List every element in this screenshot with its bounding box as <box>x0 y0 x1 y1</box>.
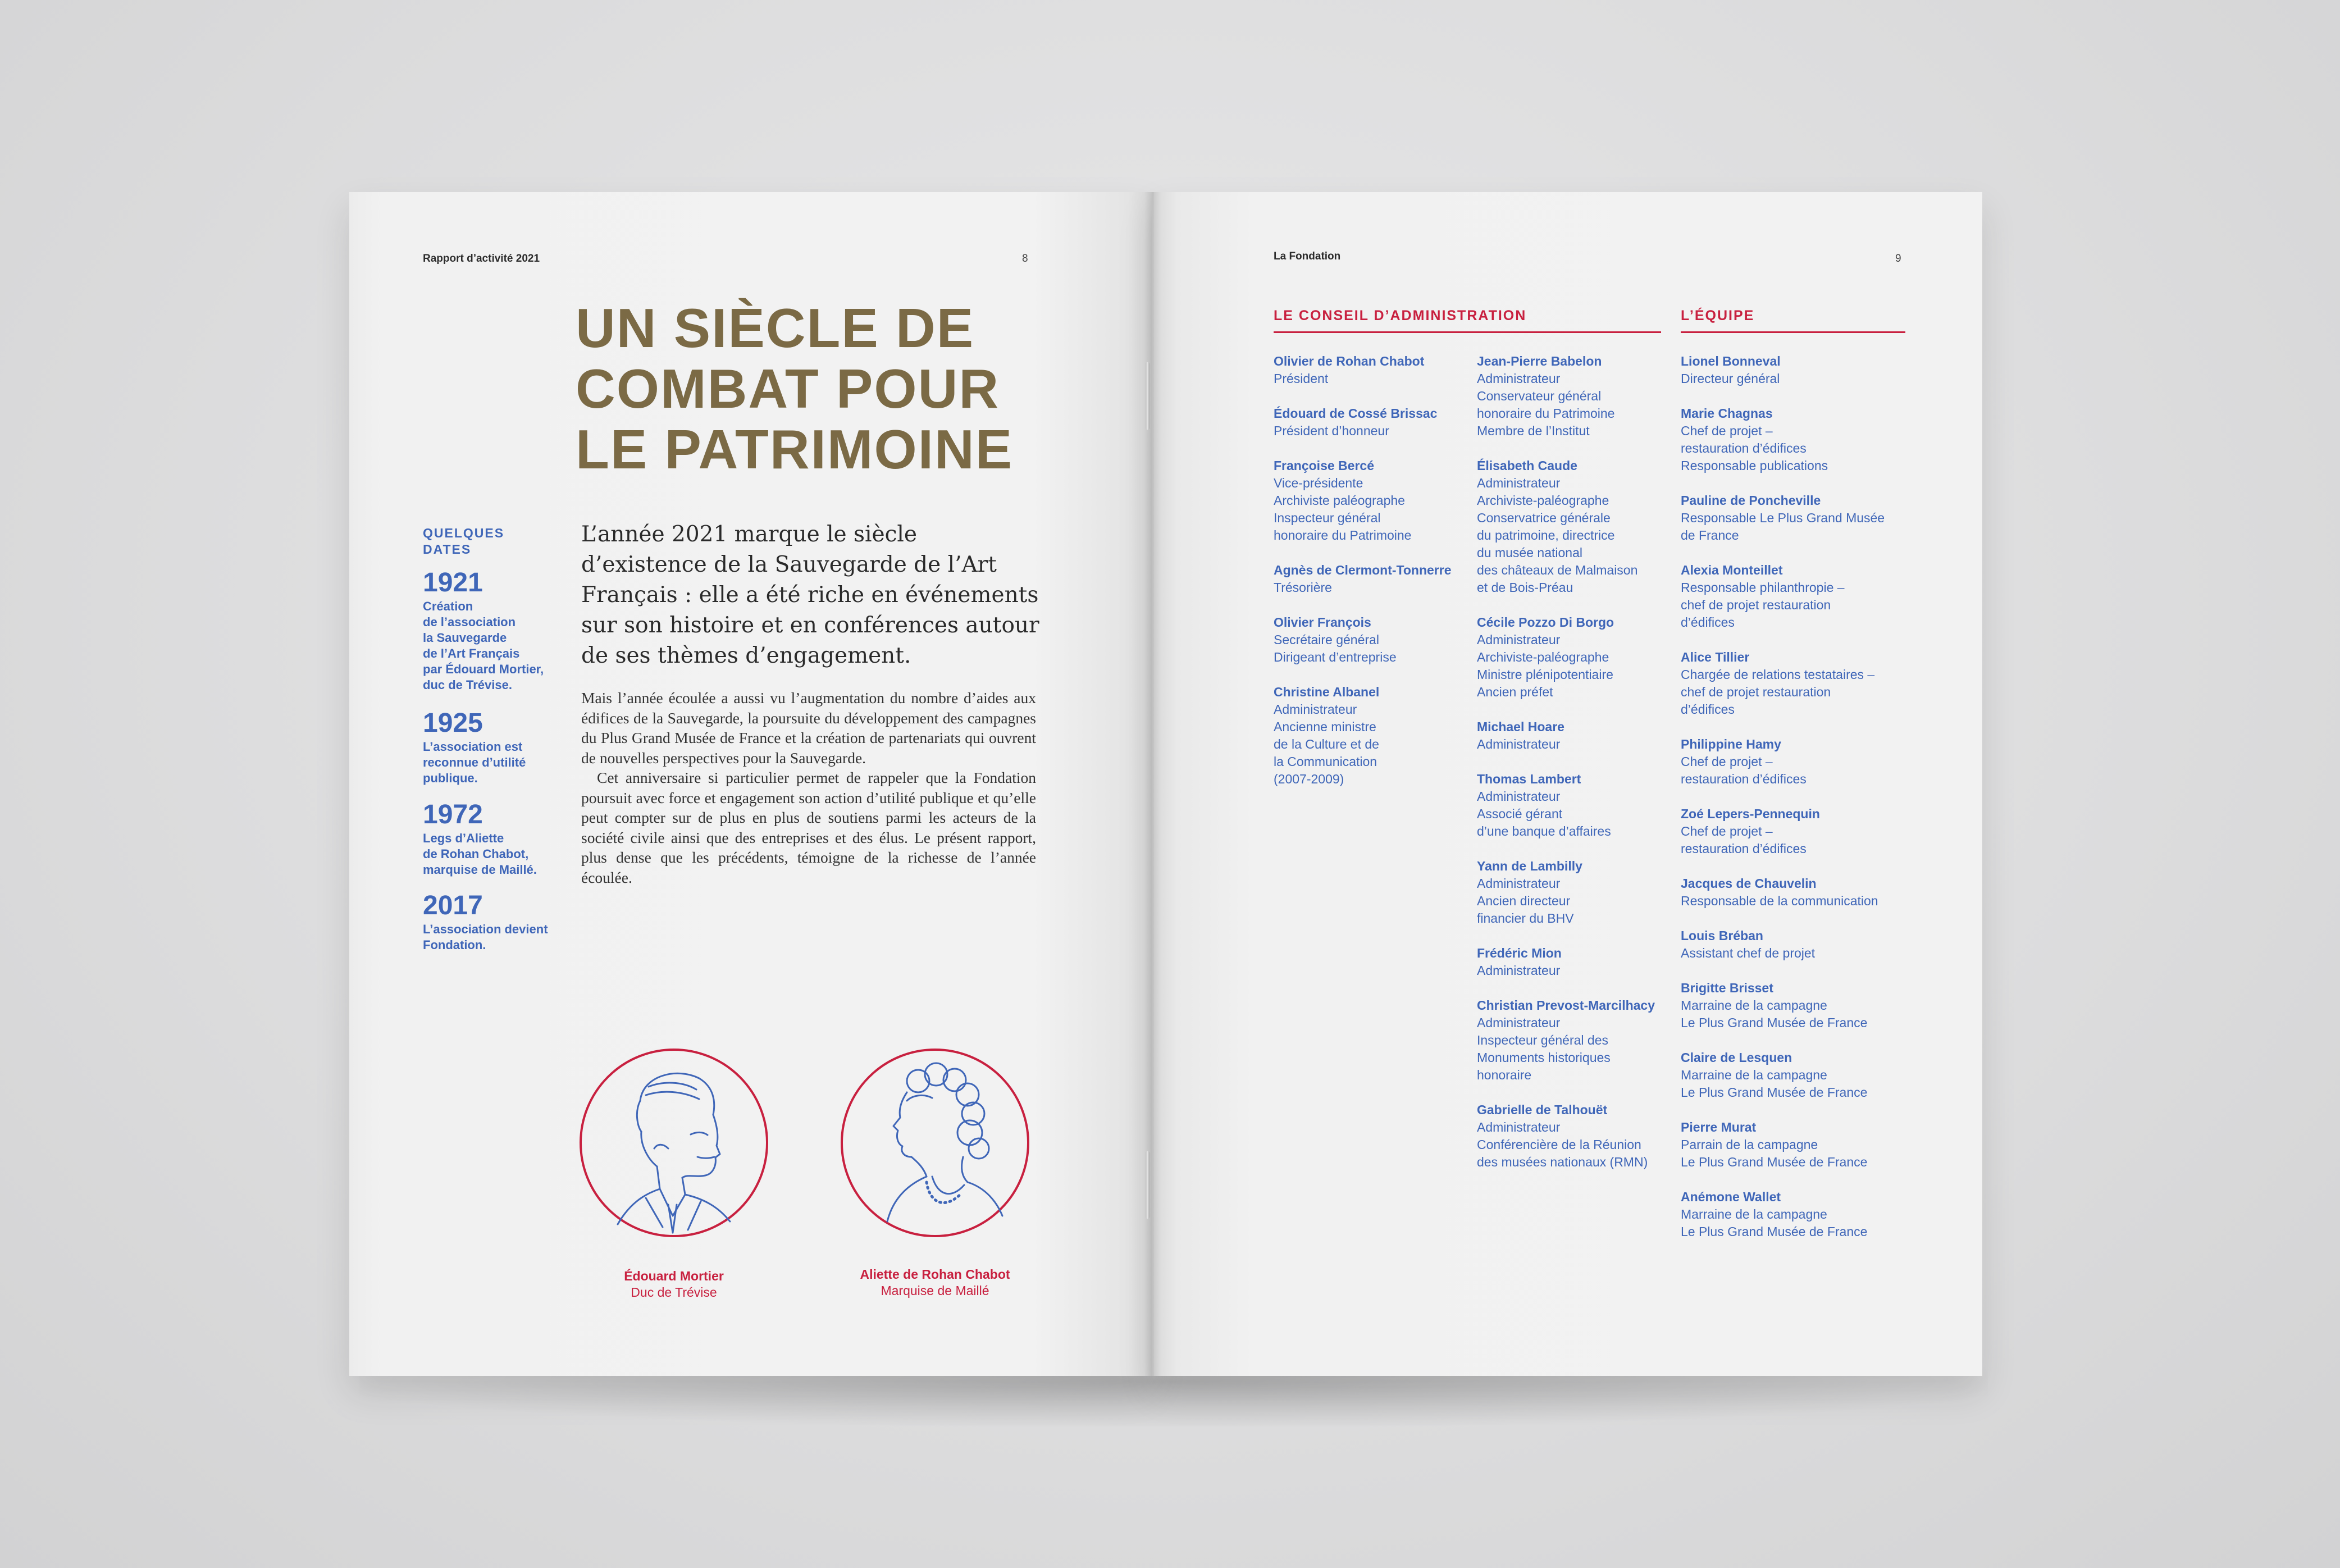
page-title <box>576 298 1081 480</box>
board-member: Cécile Pozzo Di Borgo Administrateur Archiviste-paléographe Ministre plénipotentiaire Ancien préfet <box>1477 615 1614 699</box>
portrait-caption <box>840 1266 1030 1299</box>
board-section-title: LE CONSEIL D’ADMINISTRATION <box>1274 308 1527 323</box>
team-member: Jacques de Chauvelin Responsable de la communication <box>1681 876 1878 908</box>
board-member: Olivier François Secrétaire général Dirigeant d’entreprise <box>1274 615 1397 664</box>
date-year: 1972 <box>423 800 483 829</box>
team-member: Philippine Hamy Chef de projet – restauration d’édifices <box>1681 737 1807 786</box>
staple-bottom <box>1146 1151 1150 1219</box>
team-member: Claire de Lesquen Marraine de la campagne Le Plus Grand Musée de France <box>1681 1050 1868 1100</box>
date-year: 1925 <box>423 708 483 738</box>
portrait-title: Marquise de Maillé <box>881 1283 989 1298</box>
body-text <box>581 688 1036 887</box>
title-line: UN SIÈCLE DE <box>576 297 975 359</box>
team-column <box>1681 353 1905 1258</box>
board-member: Gabrielle de Talhouët Administrateur Conférencière de la Réunion des musées nationaux (RMN) <box>1477 1102 1648 1169</box>
portrait-name: Édouard Mortier <box>624 1269 724 1283</box>
portrait-aliette-de-rohan-chabot-icon <box>840 1047 1030 1238</box>
body-paragraph: Cet anniversaire si particulier permet de rappeler que la Fondation poursuit avec force et engagement son action d’utilité publique et qu’elle peut compter sur de plus en plus de soutiens parmi les acteurs de la société civile ainsi que des entreprises et des élus. Le présent rapport, plus dense que les précédents, témoigne de la richesse de l’année écoulée. <box>581 769 1036 886</box>
body-paragraph: Mais l’année écoulée a aussi vu l’augmentation du nombre d’aides aux édifices de la Sauvegarde, la poursuite du développement des campagnes du Plus Grand Musée de France et la création de partenariats qui ouvrent de nouvelles perspectives pour la Sauvegarde. <box>581 689 1036 767</box>
team-member: Pierre Murat Parrain de la campagne Le Plus Grand Musée de France <box>1681 1120 1868 1169</box>
portrait-title: Duc de Trévise <box>631 1285 717 1300</box>
date-entry <box>423 708 558 786</box>
team-member: Brigitte Brisset Marraine de la campagne Le Plus Grand Musée de France <box>1681 981 1868 1030</box>
date-year: 1921 <box>423 568 483 598</box>
board-member: Christian Prevost-Marcilhacy Administrateur Inspecteur général des Monuments historiques honoraire <box>1477 998 1655 1082</box>
date-entry <box>423 567 558 693</box>
date-text: L’association devient Fondation. <box>423 922 548 952</box>
board-member: Michael Hoare Administrateur <box>1477 719 1564 751</box>
staple-top <box>1146 362 1150 430</box>
portrait-edouard-mortier-icon <box>578 1047 769 1238</box>
title-line: LE PATRIMOINE <box>576 418 1014 480</box>
running-head-right: La Fondation <box>1274 250 1341 262</box>
team-member: Alexia Monteillet Responsable philanthropie – chef de projet restauration d’édifices <box>1681 563 1845 630</box>
team-member: Anémone Wallet Marraine de la campagne Le Plus Grand Musée de France <box>1681 1189 1868 1239</box>
board-column-1 <box>1274 353 1470 805</box>
date-entry <box>423 890 558 953</box>
board-member: Édouard de Cossé Brissac Président d’honneur <box>1274 406 1438 438</box>
board-divider <box>1274 331 1661 333</box>
board-member: Frédéric Mion Administrateur <box>1477 946 1562 978</box>
board-member: Yann de Lambilly Administrateur Ancien directeur financier du BHV <box>1477 859 1582 926</box>
board-member: Françoise Bercé Vice-présidente Archiviste paléographe Inspecteur général honoraire du Patrimoine <box>1274 458 1412 543</box>
board-member: Jean-Pierre Babelon Administrateur Conservateur général honoraire du Patrimoine Membre de l’Institut <box>1477 354 1615 438</box>
dates-label: QUELQUES DATES <box>423 526 505 557</box>
date-text: Legs d’Aliette de Rohan Chabot, marquise de Maillé. <box>423 831 537 877</box>
team-member: Marie Chagnas Chef de projet – restauration d’édifices Responsable publications <box>1681 406 1828 473</box>
team-member: Lionel Bonneval Directeur général <box>1681 354 1781 386</box>
title-line: COMBAT POUR <box>576 358 1000 420</box>
date-text: Création de l’association la Sauvegarde de l’Art Français par Édouard Mortier, duc de Trévise. <box>423 599 544 692</box>
lead-paragraph: L’année 2021 marque le siècle d’existence de la Sauvegarde de l’Art Français : elle a été riche en événements sur son histoire et en conférences autour de ses thèmes d’engagement. <box>581 522 1039 668</box>
portrait-caption <box>578 1268 769 1301</box>
board-member: Thomas Lambert Administrateur Associé gérant d’une banque d’affaires <box>1477 772 1611 838</box>
page-number-right: 9 <box>1895 253 1901 265</box>
date-entry <box>423 799 558 878</box>
page-number-left: 8 <box>1022 253 1028 265</box>
team-member: Zoé Lepers-Pennequin Chef de projet – restauration d’édifices <box>1681 806 1820 856</box>
portrait-name: Aliette de Rohan Chabot <box>860 1267 1010 1282</box>
team-divider <box>1681 331 1905 333</box>
date-year: 2017 <box>423 891 483 920</box>
team-member: Alice Tillier Chargée de relations testataires – chef de projet restauration d’édifices <box>1681 650 1875 717</box>
team-section-title: L’ÉQUIPE <box>1681 308 1755 323</box>
running-head-left: Rapport d’activité 2021 <box>423 253 540 265</box>
board-column-2 <box>1477 353 1673 1188</box>
board-member: Olivier de Rohan Chabot Président <box>1274 354 1425 386</box>
team-member: Louis Bréban Assistant chef de projet <box>1681 928 1816 960</box>
team-member: Pauline de Poncheville Responsable Le Plus Grand Musée de France <box>1681 493 1885 543</box>
date-text: L’association est reconnue d’utilité publique. <box>423 740 526 785</box>
board-member: Christine Albanel Administrateur Ancienne ministre de la Culture et de la Communication (2007-2009) <box>1274 685 1380 786</box>
board-member: Élisabeth Caude Administrateur Archiviste-paléographe Conservatrice générale du patrimoine, directrice du musée national des châteaux de Malmaison et de Bois-Préau <box>1477 458 1638 595</box>
board-member: Agnès de Clermont-Tonnerre Trésorière <box>1274 563 1452 595</box>
